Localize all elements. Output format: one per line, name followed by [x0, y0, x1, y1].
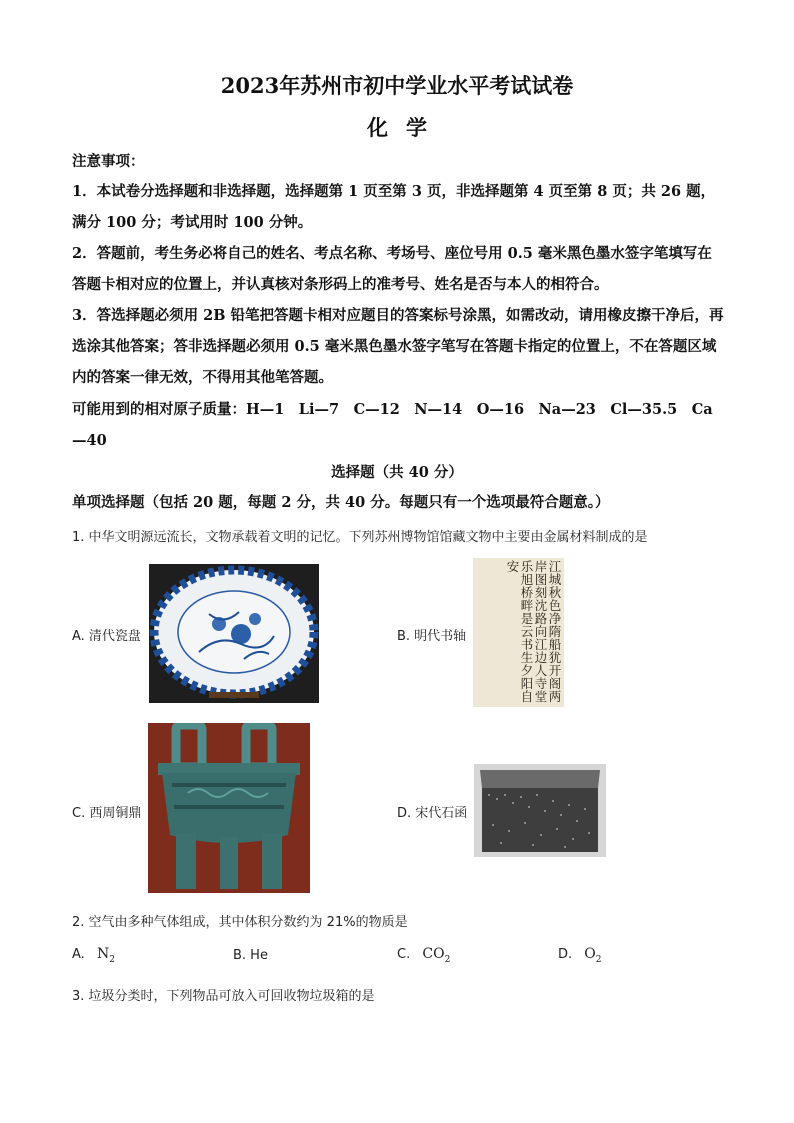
q2-option-c-label: C.: [397, 947, 411, 962]
atomic-mass-line: 可能用到的相对原子质量：H—1 Li—7 C—12 N—14 O—16 Na—23 Cl—35.5 Ca—40: [72, 401, 713, 449]
question-1-stem: 1. 中华文明源远流长，文物承载着文明的记忆。下列苏州博物馆馆藏文物中主要由金属材料制成的是: [72, 530, 648, 545]
exam-title: 2023年苏州市初中学业水平考试试卷: [220, 73, 574, 98]
section-instruction: 单项选择题（包括 20 题，每题 2 分，共 40 分。每题只有一个选项最符合题意。）: [72, 494, 610, 511]
question-3-stem: 3. 垃圾分类时，下列物品可放入可回收物垃圾箱的是: [72, 989, 375, 1004]
formula-main: N: [96, 946, 110, 962]
q2-option-c-formula: [422, 946, 451, 965]
note-item-3: 3．答选择题必须用 2B 铅笔把答题卡相对应题目的答案标号涂黑，如需改动，请用橡皮擦干净后，再选涂其他答案；答非选择题必须用 0.5 毫米黑色墨水签字笔写在答题卡指定的位置上，不在答题区域内的答案一律无效，不得用其他笔答题。: [72, 307, 724, 386]
q1-option-a-label: A. 清代瓷盘: [72, 629, 141, 644]
formula-main: O: [584, 946, 596, 962]
q1-option-d-label: D. 宋代石函: [397, 806, 468, 821]
stone-casket-image: [474, 764, 606, 857]
q2-option-d-formula: [584, 946, 602, 965]
section-title: 选择题（共 40 分）: [331, 464, 463, 481]
formula-main: CO: [422, 946, 445, 962]
q2-option-d: [558, 946, 602, 965]
q1-option-b-label: B. 明代书轴: [397, 629, 467, 644]
note-item-1: 1．本试卷分选择题和非选择题，选择题第 1 页至第 3 页，非选择题第 4 页至第 8 页；共 26 题，满分 100 分；考试用时 100 分钟。: [72, 183, 716, 231]
q1-option-c-label: C. 西周铜鼎: [72, 806, 142, 821]
formula-subscript: 2: [109, 955, 115, 965]
q2-option-a: [72, 946, 115, 965]
q2-option-a-formula: [96, 946, 115, 965]
q2-option-d-label: D.: [558, 947, 573, 962]
calligraphy-scroll-image: [473, 558, 564, 707]
q2-option-b: B. He: [233, 948, 268, 963]
calligraphy-text: 江城秋色净隋船犹开阁两岸图刻沈路向江边人寺堂乐旭桥畔是云书生夕阳自安: [505, 560, 562, 703]
formula-subscript: 2: [444, 955, 451, 965]
porcelain-plate-image: [149, 564, 319, 703]
note-item-2: 2．答题前，考生务必将自己的姓名、考点名称、考场号、座位号用 0.5 毫米黑色墨水签字笔填写在答题卡相对应的位置上，并认真核对条形码上的准考号、姓名是否与本人的相符合。: [72, 245, 712, 293]
q2-option-c: [397, 946, 450, 965]
notes-heading: 注意事项：: [72, 153, 145, 170]
question-2-stem: 2. 空气由多种气体组成，其中体积分数约为 21%的物质是: [72, 915, 408, 930]
formula-subscript: 2: [595, 955, 602, 965]
subject-title: 化学: [367, 115, 445, 140]
q2-option-a-label: A.: [72, 947, 85, 962]
bronze-ding-image: [148, 723, 310, 893]
